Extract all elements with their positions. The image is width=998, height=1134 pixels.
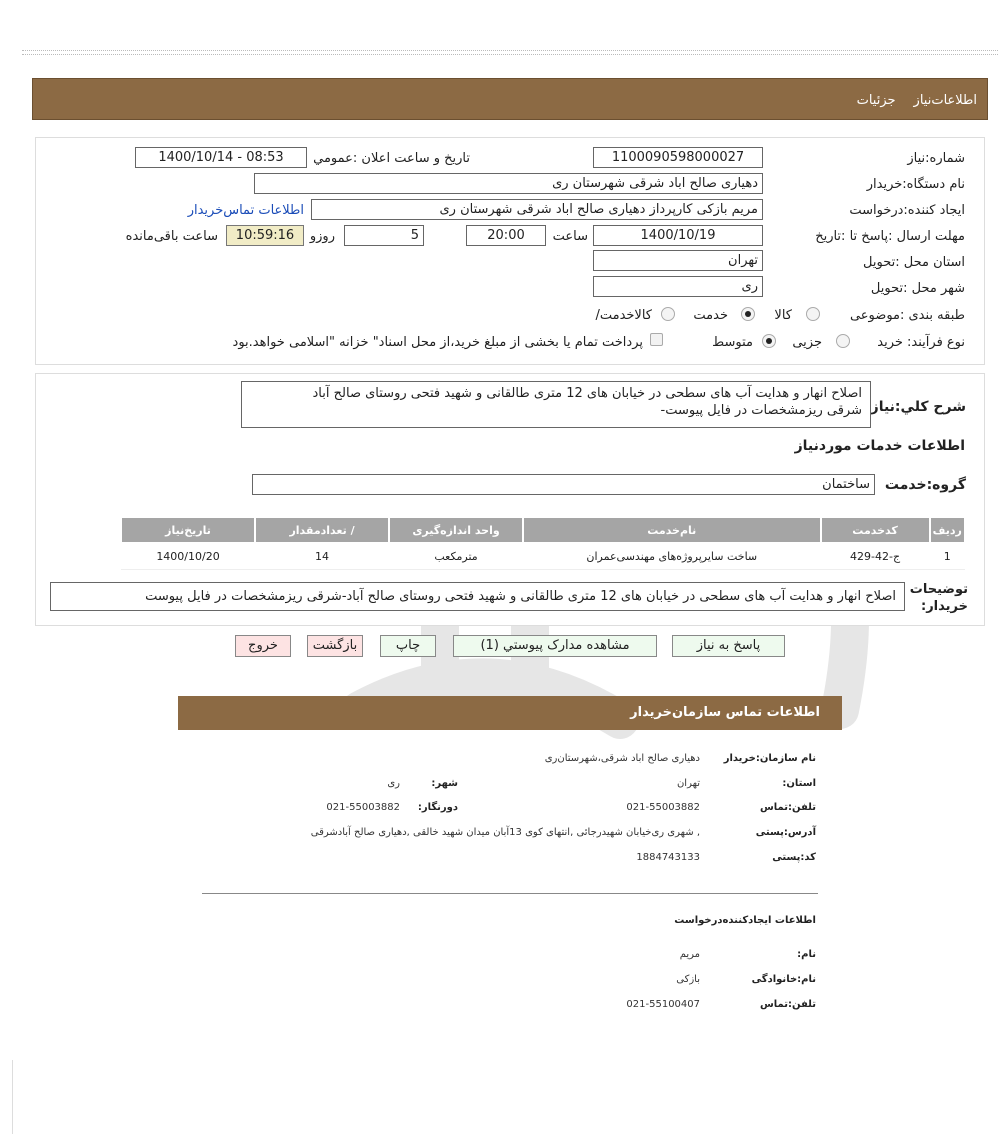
remaining-time-field: 10:59:16 bbox=[226, 225, 304, 246]
treasury-payment-checkbox[interactable] bbox=[650, 333, 663, 346]
category-service-radio[interactable] bbox=[741, 307, 755, 321]
buyer-contact-link[interactable]: اطلاعات تماس‌خریدار bbox=[187, 203, 304, 218]
summary-line-1: اصلاح انهار و هدایت آب های سطحی در خیابان های 12 متری طالقانی و شهید فتحی روستای صالح آباد bbox=[312, 386, 862, 401]
fax-value: 021-55003882 bbox=[326, 802, 400, 813]
col-quantity: / تعدادمقدار bbox=[255, 517, 389, 543]
creator-section-title: اطلاعات ایجادکننده‌درخواست bbox=[674, 915, 816, 926]
summary-line-2: -شرقی ریزمشخصات در فایل پیوست bbox=[660, 403, 862, 418]
cell-date: 1400/10/20 bbox=[121, 543, 255, 569]
province-label: استان محل :تحویل bbox=[863, 255, 965, 270]
org-value: دهیاری صالح اباد شرقی،شهرستان‌ری bbox=[544, 753, 700, 764]
province-field: تهران bbox=[593, 250, 763, 271]
exit-button[interactable]: خروج bbox=[235, 635, 291, 657]
category-label: طبقه بندی :موضوعی bbox=[849, 308, 965, 323]
col-date: تاریخ‌نیاز bbox=[121, 517, 255, 543]
need-number-label: شماره:نیاز bbox=[907, 151, 965, 166]
col-name: نام‌خدمت bbox=[523, 517, 821, 543]
services-title: اطلاعات خدمات موردنیاز bbox=[794, 438, 965, 454]
table-header-row bbox=[121, 517, 965, 543]
contact-divider bbox=[202, 893, 818, 894]
category-both-radio[interactable] bbox=[661, 307, 675, 321]
cell-quantity: 14 bbox=[255, 543, 389, 569]
col-row: رديف bbox=[930, 517, 965, 543]
tab-need-info[interactable]: اطلاعات‌نیاز bbox=[913, 92, 977, 108]
creator-family-label: نام:خانوادگی bbox=[751, 974, 816, 985]
need-info-panel bbox=[35, 137, 985, 365]
city-contact-value: ری bbox=[387, 778, 400, 789]
back-button[interactable]: بازگشت bbox=[307, 635, 363, 657]
left-edge-line bbox=[12, 1060, 13, 1134]
process-label: نوع فرآیند: خرید bbox=[877, 335, 965, 350]
group-field: ساختمان bbox=[252, 474, 875, 495]
city-contact-label: :شهر bbox=[431, 778, 458, 789]
col-code: کدخدمت bbox=[821, 517, 930, 543]
process-partial-label: جزیی bbox=[792, 335, 822, 350]
creator-family-value: بازکی bbox=[676, 974, 700, 985]
buyer-label: نام دستگاه:خریدار bbox=[866, 177, 965, 192]
category-service-label: خدمت bbox=[693, 308, 728, 323]
address-label: آدرس:پستی bbox=[755, 827, 816, 838]
announce-field: 1400/10/14 - 08:53 bbox=[135, 147, 307, 168]
province-contact-value: تهران bbox=[676, 778, 700, 789]
creator-name-label: :نام bbox=[797, 949, 816, 960]
services-table bbox=[120, 516, 966, 570]
creator-field: مریم بازکی کارپرداز دهیاری صالح اباد شرقی شهرستان ری bbox=[311, 199, 763, 220]
tab-details[interactable]: جزئیات bbox=[856, 92, 896, 108]
process-medium-radio[interactable] bbox=[762, 334, 776, 348]
process-medium-label: متوسط bbox=[712, 335, 753, 350]
top-divider bbox=[22, 50, 998, 55]
creator-phone-label: تلفن:تماس bbox=[759, 999, 816, 1010]
buyer-notes-label-1: توضیحات bbox=[909, 582, 968, 597]
cell-unit: مترمکعب bbox=[389, 543, 523, 569]
header-bar bbox=[32, 78, 988, 120]
buyer-field: دهیاری صالح اباد شرقی شهرستان ری bbox=[254, 173, 763, 194]
summary-field bbox=[241, 381, 871, 428]
address-value: شهری ری‌خیابان شهیدرجائی ,انتهای کوی 13آبان میدان شهید خالقی ,دهیاری صالح آبادشرقی , bbox=[310, 827, 700, 838]
days-label: روزو bbox=[309, 229, 335, 244]
announce-label: تاریخ و ساعت اعلان :عمومي bbox=[313, 151, 470, 166]
fax-label: :دورنگار bbox=[417, 802, 458, 813]
days-field: 5 bbox=[344, 225, 424, 246]
process-partial-radio[interactable] bbox=[836, 334, 850, 348]
phone-label: تلفن:تماس bbox=[759, 802, 816, 813]
view-documents-button[interactable]: مشاهده مدارک پیوستي (1) bbox=[453, 635, 657, 657]
group-label: گروه:خدمت bbox=[884, 477, 966, 493]
cell-row: 1 bbox=[930, 543, 965, 569]
remaining-label: ساعت باقی‌مانده bbox=[125, 229, 218, 244]
creator-label: ایجاد کننده:درخواست bbox=[849, 203, 965, 218]
phone-value: 021-55003882 bbox=[626, 802, 700, 813]
cell-code: ج-42-429 bbox=[821, 543, 930, 569]
deadline-label: مهلت ارسال :پاسخ تا :تاریخ bbox=[815, 229, 965, 244]
postal-value: 1884743133 bbox=[636, 852, 700, 863]
province-contact-label: :استان bbox=[782, 778, 816, 789]
org-label: نام سازمان:خریدار bbox=[723, 753, 816, 764]
reply-button[interactable]: پاسخ به نیاز bbox=[672, 635, 785, 657]
city-field: ری bbox=[593, 276, 763, 297]
category-goods-radio[interactable] bbox=[806, 307, 820, 321]
creator-phone-value: 021-55100407 bbox=[626, 999, 700, 1010]
deadline-date-field: 1400/10/19 bbox=[593, 225, 763, 246]
postal-label: کد:پستی bbox=[772, 852, 816, 863]
creator-name-value: مریم bbox=[679, 949, 700, 960]
table-row bbox=[121, 543, 965, 569]
cell-name: ساخت سایرپروژه‌های مهندسی‌عمران bbox=[523, 543, 821, 569]
deadline-time-field: 20:00 bbox=[466, 225, 546, 246]
treasury-payment-text: پرداخت تمام یا بخشی از مبلغ خرید،از محل اسناد" خزانه "اسلامی خواهد.بود bbox=[232, 335, 643, 350]
summary-label: شرح كلي:نياز bbox=[870, 399, 966, 415]
need-number-field: 1100090598000027 bbox=[593, 147, 763, 168]
category-both-label: /کالاخدمت bbox=[595, 308, 652, 323]
print-button[interactable]: چاپ bbox=[380, 635, 436, 657]
buyer-notes-label-2: :خریدار bbox=[921, 599, 968, 614]
category-goods-label: کالا bbox=[774, 308, 792, 323]
col-unit: واحد اندازه‌گیری bbox=[389, 517, 523, 543]
city-label: شهر محل :تحویل bbox=[870, 281, 965, 296]
time-label: ساعت bbox=[552, 229, 588, 244]
contact-section-title: اطلاعات تماس سازمان‌خریدار bbox=[178, 696, 842, 730]
buyer-notes-field: اصلاح انهار و هدایت آب های سطحی در خیابان های 12 متری طالقانی و شهید فتحی روستای صالح آباد-شرقی ریزمشخصات در فایل پیوست bbox=[50, 582, 905, 611]
